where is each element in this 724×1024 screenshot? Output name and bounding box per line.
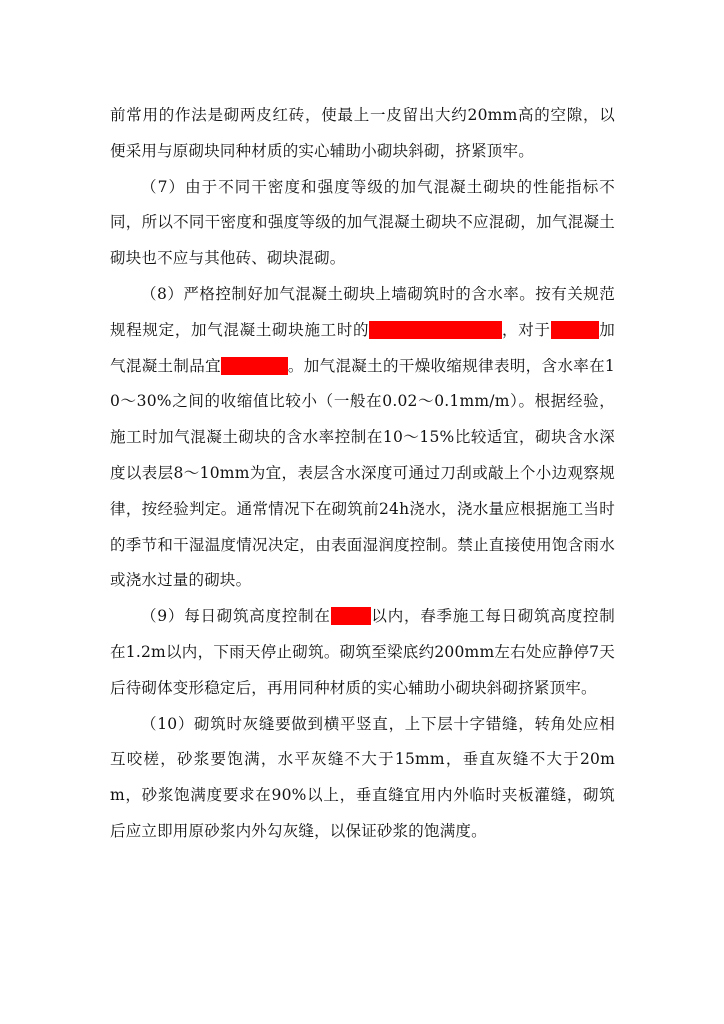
paragraph-item-8	[110, 277, 615, 599]
redaction-highlight: 1.8m	[330, 607, 371, 626]
text-segment: （8）严格控制好加气混凝土砌块上墙砌筑时的含水率。按有关规范规程规定，加气混凝土砌块施工时的	[110, 284, 615, 339]
document-body	[110, 98, 615, 850]
text-segment: （9）每日砌筑高度控制在	[141, 607, 331, 626]
text-segment: 以内，春季施工每日砌筑高度控制在1.2m以内，下雨天停止砌筑。砌筑至梁底约200mm左右处应静停7天后待砌体变形稳定后，再用同种材质的实心辅助小砌块斜砌挤紧顶牢。	[110, 607, 615, 697]
text-segment: （10）砌筑时灰缝要做到横平竖直，上下层十字错缝，转角处应相互咬槎，砂浆要饱满，水平灰缝不大于15mm，垂直灰缝不大于20mm，砂浆饱满度要求在90%以上，垂直缝宜用内外临时夹板灌缝，砌筑后应立即用原砂浆内外勾灰缝，以保证砂浆的饱满度。	[110, 714, 615, 840]
text-segment: （7）由于不同干密度和强度等级的加气混凝土砌块的性能指标不同，所以不同干密度和强度等级的加气混凝土砌块不应混砌，加气混凝土砌块也不应与其他砖、砌块混砌。	[110, 177, 615, 268]
redaction-highlight: 小于20%	[220, 356, 288, 375]
text-segment: 加气混凝土制品宜	[110, 320, 615, 375]
redaction-highlight: 粉煤灰	[550, 320, 600, 339]
text-segment: ，对于	[501, 320, 551, 339]
paragraph-item-7	[110, 170, 615, 277]
paragraph-item-9	[110, 599, 615, 706]
text-segment: 前常用的作法是砌两皮红砖，使最上一皮留出大约20mm高的空隙，以便采用与原砌块同种材质的实心辅助小砌块斜砌，挤紧顶牢。	[110, 106, 615, 160]
paragraph-item-10	[110, 707, 615, 850]
redaction-highlight: 含水率宜小于15%	[369, 320, 502, 339]
paragraph-continuation	[110, 98, 615, 170]
text-segment: 。加气混凝土的干燥收缩规律表明，含水率在10～30%之间的收缩值比较小（一般在0.02～0.1mm/m）。根据经验，施工时加气混凝土砌块的含水率控制在10～15%比较适宜，砌块含水深度以表层8～10mm为宜，表层含水深度可通过刀刮或敲上个小边观察规律，按经验判定。通常情况下在砌筑前24h浇水，浇水量应根据施工当时的季节和干湿温度情况决定，由表面湿润度控制。禁止直接使用饱含雨水或浇水过量的砌块。	[110, 356, 615, 590]
